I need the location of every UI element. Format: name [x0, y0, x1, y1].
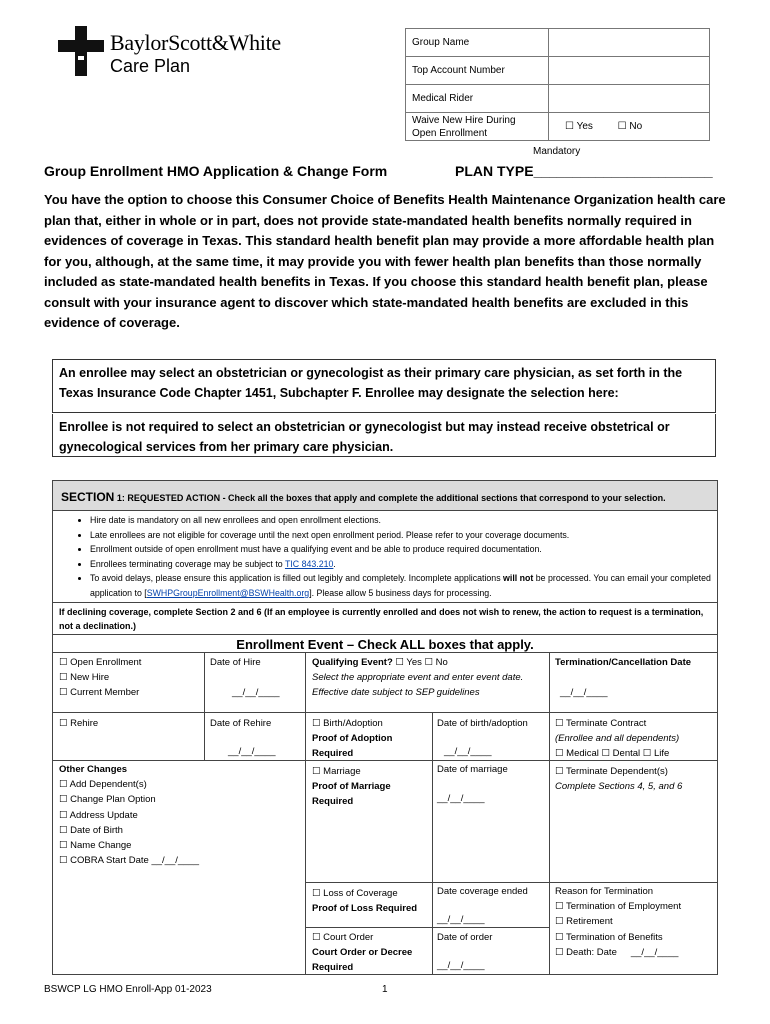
- table-row: [406, 57, 710, 85]
- date-order-field[interactable]: __/__/____: [437, 960, 485, 971]
- name-change-checkbox[interactable]: ☐ Name Change: [59, 840, 132, 852]
- termination-benefits-checkbox[interactable]: ☐ Termination of Benefits: [555, 931, 663, 943]
- marriage-block: [312, 764, 430, 810]
- bullet-bold: will not: [503, 573, 534, 584]
- section-title: REQUESTED ACTION - Check all the boxes that apply and complete the additional sections that correspond to your selection.: [127, 493, 666, 503]
- rehire-checkbox[interactable]: ☐ Rehire: [59, 718, 99, 729]
- date-of-rehire-field[interactable]: __/__/____: [228, 746, 276, 757]
- waive-yes-checkbox[interactable]: ☐ Yes: [565, 121, 593, 132]
- table-row: [406, 113, 710, 141]
- medical-rider-label: Medical Rider: [406, 85, 549, 113]
- terminate-contract-block: [555, 716, 679, 762]
- date-marriage-label: Date of marriage: [437, 764, 508, 775]
- obgyn-note-box: Enrollee is not required to select an obstetrician or gynecologist but may instead receive obstetrical or gynecological services from her primary care physician.: [52, 414, 716, 457]
- divider: [204, 652, 205, 760]
- section-number: 1:: [116, 493, 125, 503]
- logo-subtitle: Care Plan: [110, 56, 191, 76]
- instructions-list: [66, 513, 730, 601]
- death-date-field[interactable]: [555, 945, 681, 960]
- date-marriage-field[interactable]: __/__/____: [437, 793, 485, 804]
- list-item: • Late enrollees are not eligible for coverage until the next open enrollment period. Please refer to your coverage documents.: [90, 528, 730, 543]
- footer-form-id: BSWCP LG HMO Enroll-App 01-2023: [44, 984, 212, 995]
- loss-coverage-checkbox[interactable]: ☐ Loss of Coverage: [312, 888, 398, 899]
- date-of-birth-checkbox[interactable]: ☐ Date of Birth: [59, 824, 123, 836]
- loss-coverage-block: [312, 886, 430, 916]
- event-types: [59, 655, 141, 701]
- terminate-contract-checkbox[interactable]: ☐ Terminate Contract: [555, 718, 647, 729]
- qualifying-no-checkbox[interactable]: ☐ No: [424, 657, 448, 668]
- marriage-checkbox[interactable]: ☐ Marriage: [312, 766, 361, 777]
- birth-proof-note: Proof of Adoption Required: [312, 733, 393, 760]
- logo: [58, 26, 358, 80]
- group-info-table: [405, 28, 710, 141]
- date-loss-label: Date coverage ended: [437, 886, 528, 897]
- page-number: 1: [382, 984, 388, 995]
- obgyn-selection-box: An enrollee may select an obstetrician or gynecologist as their primary care physician, as set forth in the Texas Insurance Code Chapter 1451, Subchapter F. Enrollee may designate the selection here:: [52, 359, 716, 413]
- list-item: • To avoid delays, please ensure this application is filled out legibly and completely. Incomplete applications will not be processed. You can email your completed application to [SWHPGroupEnrollment@BSWHealth.org]. Please allow 5 business days for processing.: [90, 571, 730, 600]
- new-hire-checkbox[interactable]: ☐ New Hire: [59, 672, 110, 684]
- enrollment-event-title: Enrollment Event – Check ALL boxes that apply.: [53, 634, 717, 652]
- bullet-text: Enrollees terminating coverage may be subject to: [90, 558, 285, 569]
- divider: [432, 712, 433, 974]
- termination-reason-block: [555, 884, 681, 960]
- cobra-start-date-field[interactable]: ☐ COBRA Start Date __/__/____: [59, 855, 200, 867]
- change-plan-checkbox[interactable]: ☐ Change Plan Option: [59, 794, 156, 806]
- logo-name: BaylorScott&White: [110, 30, 281, 55]
- top-account-field[interactable]: [549, 57, 710, 85]
- court-order-block: [312, 930, 430, 976]
- group-name-label: Group Name: [406, 29, 549, 57]
- court-order-checkbox[interactable]: ☐ Court Order: [312, 932, 374, 943]
- divider: [549, 652, 550, 974]
- other-changes-label: Other Changes: [59, 764, 128, 775]
- open-enrollment-checkbox[interactable]: ☐ Open Enrollment: [59, 657, 142, 668]
- terminate-dependent-checkbox[interactable]: ☐ Terminate Dependent(s): [555, 766, 668, 777]
- group-name-field[interactable]: [549, 29, 710, 57]
- qualifying-note: Select the appropriate event and enter event date. Effective date subject to SEP guidelines: [312, 672, 524, 699]
- other-changes-block: [59, 762, 199, 868]
- email-link[interactable]: SWHPGroupEnrollment@BSWHealth.org: [146, 587, 310, 598]
- death-checkbox[interactable]: ☐ Death: Date: [555, 946, 617, 958]
- death-date-blank[interactable]: __/__/____: [630, 946, 679, 958]
- address-update-checkbox[interactable]: ☐ Address Update: [59, 809, 138, 821]
- court-proof-note: Court Order or Decree Required: [312, 947, 413, 974]
- date-birth-label: Date of birth/adoption: [437, 718, 528, 729]
- tic-link[interactable]: TIC 843.210: [284, 558, 334, 569]
- divider: [53, 712, 717, 713]
- terminate-dependent-block: [555, 764, 682, 794]
- loss-proof-note: Proof of Loss Required: [312, 903, 418, 915]
- table-row: [406, 29, 710, 57]
- date-of-hire-field[interactable]: __/__/____: [232, 687, 280, 698]
- qualifying-yes-checkbox[interactable]: ☐ Yes: [395, 657, 422, 668]
- date-of-rehire-label: Date of Rehire: [210, 718, 272, 729]
- termination-date-field[interactable]: __/__/____: [560, 687, 608, 698]
- add-dependent-checkbox[interactable]: ☐ Add Dependent(s): [59, 779, 147, 791]
- bullet-text: To avoid delays, please ensure this application is filled out legibly and completely. Incomplete applications: [90, 573, 504, 584]
- reason-label: Reason for Termination: [555, 886, 654, 897]
- date-order-label: Date of order: [437, 932, 493, 943]
- qualifying-event-label: Qualifying Event?: [312, 657, 393, 668]
- decline-note: If declining coverage, complete Section 2 and 6 (If an employee is currently enrolled and does not wish to renew, the action to request is a termination, not a declination.): [53, 602, 717, 635]
- terminate-dependent-note: Complete Sections 4, 5, and 6: [555, 781, 683, 793]
- retirement-checkbox[interactable]: ☐ Retirement: [555, 916, 613, 928]
- terminate-contract-note: (Enrollee and all dependents): [555, 733, 680, 745]
- divider: [305, 882, 717, 883]
- cross-logo-icon: [58, 26, 104, 76]
- divider: [53, 652, 717, 653]
- plan-type-field[interactable]: PLAN TYPE_______________________: [455, 163, 713, 179]
- birth-adoption-checkbox[interactable]: ☐ Birth/Adoption: [312, 718, 383, 729]
- list-item: • Enrollment outside of open enrollment must have a qualifying event and be able to produce required documentation.: [90, 542, 730, 557]
- list-item: [90, 557, 730, 572]
- divider: [305, 927, 550, 928]
- table-row: [406, 85, 710, 113]
- top-account-label: Top Account Number: [406, 57, 549, 85]
- termination-employment-checkbox[interactable]: ☐ Termination of Employment: [555, 901, 682, 913]
- form-title: Group Enrollment HMO Application & Change Form: [44, 163, 388, 179]
- waive-options: [549, 113, 710, 141]
- date-of-hire-label: Date of Hire: [210, 657, 261, 668]
- divider: [305, 652, 306, 974]
- waive-no-checkbox[interactable]: ☐ No: [617, 121, 643, 132]
- list-item: • Hire date is mandatory on all new enrollees and open enrollment elections.: [90, 513, 730, 528]
- waive-new-hire-label: Waive New Hire During Open Enrollment: [406, 113, 549, 141]
- termination-date-label: Termination/Cancellation Date: [555, 657, 692, 668]
- section-label: SECTION: [61, 490, 115, 504]
- section-1-header: [53, 481, 717, 511]
- bullet-text: be processed. You can email your completed application to: [90, 573, 711, 598]
- medical-rider-field[interactable]: [549, 85, 710, 113]
- bullet-text: .: [333, 558, 336, 569]
- intro-paragraph: You have the option to choose this Consumer Choice of Benefits Health Maintenance Organization health care plan that, either in whole or in part, does not provide state-mandated health benefits normally required in evidences of coverage in Texas. This standard health benefit plan may provide a more affordable health plan for you, although, at the same time, it may provide you with fewer health plan benefits than those normally included as state-mandated health benefits in Texas. If you choose this standard health benefit plan, please consult with your insurance agent to discover which state-mandated health benefits are excluded in this evidence of coverage.: [44, 192, 726, 330]
- mandatory-note: Mandatory: [533, 146, 581, 157]
- bullet-text: . Please allow 5 business days for processing.: [311, 587, 492, 598]
- date-birth-field[interactable]: __/__/____: [444, 746, 492, 757]
- current-member-checkbox[interactable]: ☐ Current Member: [59, 687, 140, 699]
- marriage-proof-note: Proof of Marriage Required: [312, 781, 391, 808]
- date-loss-field[interactable]: __/__/____: [437, 914, 485, 925]
- qualifying-event-block: [312, 655, 544, 701]
- birth-adoption-block: [312, 716, 430, 762]
- terminate-contract-options[interactable]: ☐ Medical ☐ Dental ☐ Life: [555, 748, 670, 760]
